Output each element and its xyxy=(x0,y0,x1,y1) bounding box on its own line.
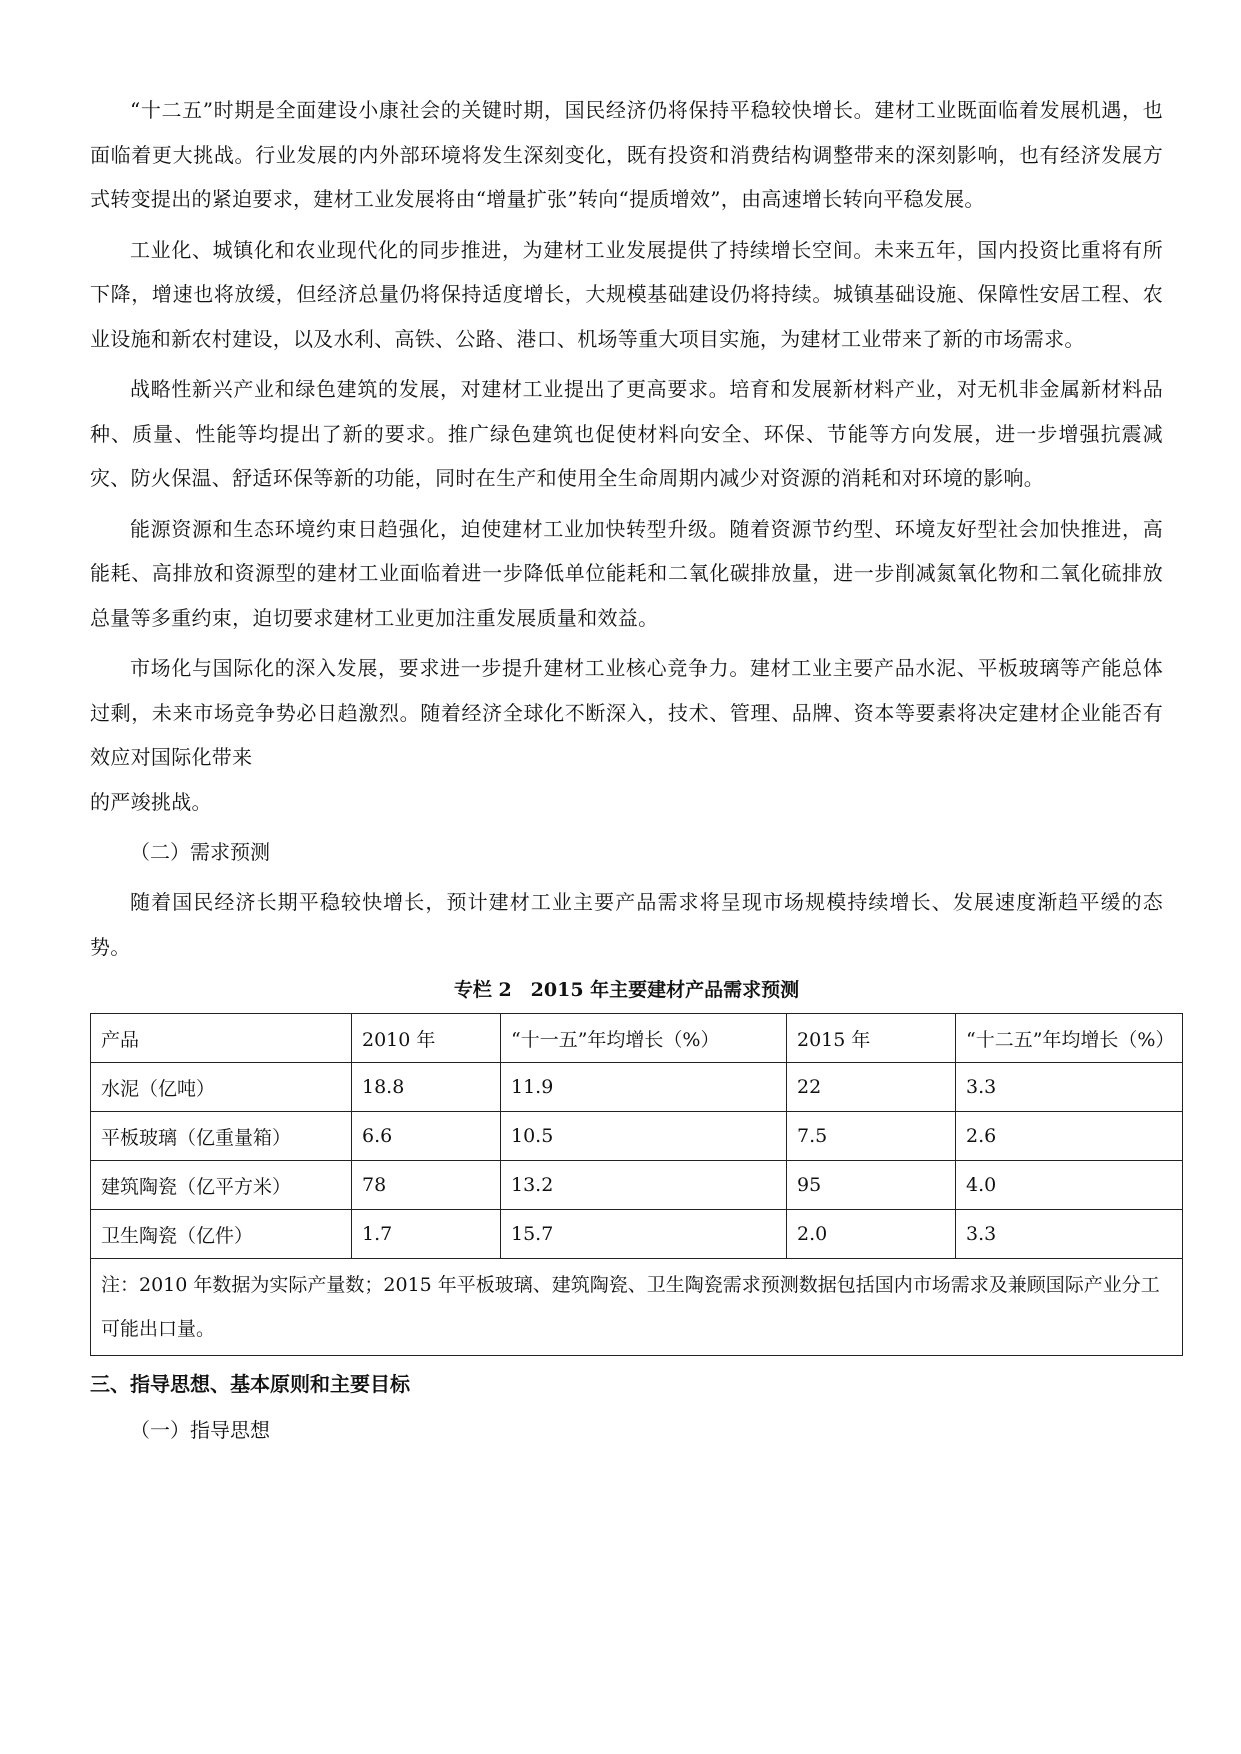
subheading-guiding-ideology: （一）指导思想 xyxy=(130,1418,270,1442)
table-cell: 平板玻璃（亿重量箱） xyxy=(91,1112,352,1161)
subheading-demand-forecast: （二）需求预测 xyxy=(130,840,270,864)
table-row xyxy=(91,1210,1183,1259)
table-cell: 6.6 xyxy=(352,1112,501,1161)
table-header-cell: 2015 年 xyxy=(787,1014,956,1063)
table-header-cell: “十一五”年均增长（%） xyxy=(501,1014,787,1063)
paragraph-emerging-industries: 战略性新兴产业和绿色建筑的发展，对建材工业提出了更高要求。培育和发展新材料产业，对无机非金属新材料品种、质量、性能等均提出了新的要求。推广绿色建筑也促使材料向安全、环保、节能等方向发展，进一步增强抗震减灾、防火保温、舒适环保等新的功能，同时在生产和使用全生命周期内减少对资源的消耗和对环境的影响。 xyxy=(90,377,1163,490)
demand-forecast-table xyxy=(90,1013,1183,1356)
table-row xyxy=(91,1112,1183,1161)
table-note: 注：2010 年数据为实际产量数；2015 年平板玻璃、建筑陶瓷、卫生陶瓷需求预测数据包括国内市场需求及兼顾国际产业分工可能出口量。 xyxy=(91,1259,1183,1356)
table-cell: 2.0 xyxy=(787,1210,956,1259)
table-cell: 水泥（亿吨） xyxy=(91,1063,352,1112)
table-cell: 7.5 xyxy=(787,1112,956,1161)
table-cell: 13.2 xyxy=(501,1161,787,1210)
table-row xyxy=(91,1161,1183,1210)
table-header-row xyxy=(91,1014,1183,1063)
table-row xyxy=(91,1063,1183,1112)
paragraph-twelfth-five-year-context: “十二五”时期是全面建设小康社会的关键时期，国民经济仍将保持平稳较快增长。建材工业既面临着发展机遇，也面临着更大挑战。行业发展的内外部环境将发生深刻变化，既有投资和消费结构调整带来的深刻影响，也有经济发展方式转变提出的紧迫要求，建材工业发展将由“增量扩张”转向“提质增效”，由高速增长转向平稳发展。 xyxy=(90,98,1163,211)
table-cell: 15.7 xyxy=(501,1210,787,1259)
table-header-cell: 产品 xyxy=(91,1014,352,1063)
table-header-cell: 2010 年 xyxy=(352,1014,501,1063)
paragraph-energy-constraints: 能源资源和生态环境约束日趋强化，迫使建材工业加快转型升级。随着资源节约型、环境友好型社会加快推进，高能耗、高排放和资源型的建材工业面临着进一步降低单位能耗和二氧化碳排放量，进一步削减氮氧化物和二氧化硫排放总量等多重约束，迫切要求建材工业更加注重发展质量和效益。 xyxy=(90,516,1163,630)
table-cell: 4.0 xyxy=(956,1161,1183,1210)
table-cell: 22 xyxy=(787,1063,956,1112)
table-header-cell: “十二五”年均增长（%） xyxy=(956,1014,1183,1063)
paragraph-industrialization: 工业化、城镇化和农业现代化的同步推进，为建材工业发展提供了持续增长空间。未来五年，国内投资比重将有所下降，增速也将放缓，但经济总量仍将保持适度增长，大规模基础建设仍将持续。城镇基础设施、保障性安居工程、农业设施和新农村建设，以及水利、高铁、公路、港口、机场等重大项目实施，为建材工业带来了新的市场需求。 xyxy=(90,237,1163,351)
table-cell: 78 xyxy=(352,1161,501,1210)
table-cell: 95 xyxy=(787,1161,956,1210)
paragraph-continuation: 的严竣挑战。 xyxy=(90,789,212,814)
table-cell: 10.5 xyxy=(501,1112,787,1161)
table-cell: 18.8 xyxy=(352,1063,501,1112)
table-cell: 1.7 xyxy=(352,1210,501,1259)
table-cell: 2.6 xyxy=(956,1112,1183,1161)
table-caption: 专栏 2 2015 年主要建材产品需求预测 xyxy=(453,979,800,1001)
table-cell: 卫生陶瓷（亿件） xyxy=(91,1210,352,1259)
table-cell: 建筑陶瓷（亿平方米） xyxy=(91,1161,352,1210)
table-cell: 11.9 xyxy=(501,1063,787,1112)
table-cell: 3.3 xyxy=(956,1063,1183,1112)
table-note-row xyxy=(91,1259,1183,1356)
paragraph-marketization: 市场化与国际化的深入发展，要求进一步提升建材工业核心竞争力。建材工业主要产品水泥、平板玻璃等产能总体过剩，未来市场竞争势必日趋激烈。随着经济全球化不断深入，技术、管理、品牌、资本等要素将决定建材企业能否有效应对国际化带来 xyxy=(90,656,1163,769)
section-title: 三、指导思想、基本原则和主要目标 xyxy=(90,1372,410,1396)
paragraph-demand-forecast: 随着国民经济长期平稳较快增长，预计建材工业主要产品需求将呈现市场规模持续增长、发展速度渐趋平缓的态势。 xyxy=(90,890,1163,959)
table-cell: 3.3 xyxy=(956,1210,1183,1259)
